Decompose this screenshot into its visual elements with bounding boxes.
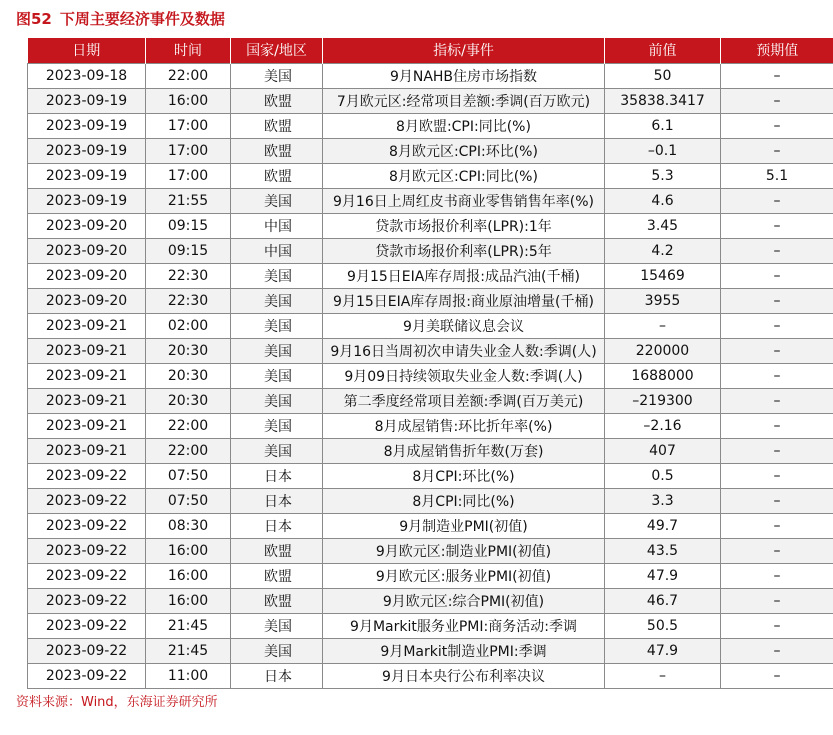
cell-indicator: 8月欧元区:CPI:环比(%) xyxy=(323,138,605,163)
cell-country: 欧盟 xyxy=(231,564,323,589)
cell-indicator: 9月15日EIA库存周报:商业原油增量(千桶) xyxy=(323,288,605,313)
cell-time: 17:00 xyxy=(146,113,231,138)
cell-time: 21:45 xyxy=(146,639,231,664)
cell-indicator: 8月成屋销售:环比折年率(%) xyxy=(323,413,605,438)
cell-country: 中国 xyxy=(231,213,323,238)
cell-expected: – xyxy=(721,564,833,589)
table-row xyxy=(28,163,833,188)
cell-previous: 15469 xyxy=(605,263,721,288)
cell-indicator: 9月美联储议息会议 xyxy=(323,313,605,338)
cell-time: 16:00 xyxy=(146,589,231,614)
cell-indicator: 9月16日当周初次申请失业金人数:季调(人) xyxy=(323,338,605,363)
table-row xyxy=(28,464,833,489)
cell-time: 22:30 xyxy=(146,263,231,288)
cell-indicator: 9月Markit服务业PMI:商务活动:季调 xyxy=(323,614,605,639)
cell-country: 日本 xyxy=(231,664,323,689)
table-row xyxy=(28,489,833,514)
cell-indicator: 9月欧元区:制造业PMI(初值) xyxy=(323,539,605,564)
cell-time: 16:00 xyxy=(146,564,231,589)
cell-country: 美国 xyxy=(231,438,323,463)
cell-date: 2023-09-19 xyxy=(28,163,146,188)
cell-indicator: 9月制造业PMI(初值) xyxy=(323,514,605,539)
cell-indicator: 贷款市场报价利率(LPR):5年 xyxy=(323,238,605,263)
cell-expected: – xyxy=(721,388,833,413)
table-body xyxy=(28,63,833,689)
cell-country: 欧盟 xyxy=(231,163,323,188)
cell-previous: 4.6 xyxy=(605,188,721,213)
cell-expected: – xyxy=(721,238,833,263)
cell-country: 日本 xyxy=(231,489,323,514)
cell-time: 02:00 xyxy=(146,313,231,338)
cell-previous: 50.5 xyxy=(605,614,721,639)
header-indicator: 指标/事件 xyxy=(323,38,605,63)
cell-previous: 47.9 xyxy=(605,564,721,589)
cell-expected: – xyxy=(721,363,833,388)
cell-expected: – xyxy=(721,413,833,438)
cell-date: 2023-09-21 xyxy=(28,413,146,438)
header-time: 时间 xyxy=(146,38,231,63)
cell-previous: 50 xyxy=(605,63,721,88)
table-row xyxy=(28,288,833,313)
cell-indicator: 7月欧元区:经常项目差额:季调(百万欧元) xyxy=(323,88,605,113)
cell-previous: 47.9 xyxy=(605,639,721,664)
cell-time: 07:50 xyxy=(146,464,231,489)
cell-indicator: 8月欧盟:CPI:同比(%) xyxy=(323,113,605,138)
cell-expected: – xyxy=(721,213,833,238)
cell-country: 日本 xyxy=(231,514,323,539)
cell-expected: – xyxy=(721,614,833,639)
cell-indicator: 第二季度经常项目差额:季调(百万美元) xyxy=(323,388,605,413)
cell-time: 22:00 xyxy=(146,438,231,463)
table-row xyxy=(28,639,833,664)
table-row xyxy=(28,664,833,689)
figure-number: 图52 xyxy=(16,10,52,28)
cell-time: 11:00 xyxy=(146,664,231,689)
cell-time: 09:15 xyxy=(146,213,231,238)
table-row xyxy=(28,238,833,263)
cell-expected: – xyxy=(721,489,833,514)
cell-previous: 5.3 xyxy=(605,163,721,188)
cell-date: 2023-09-22 xyxy=(28,664,146,689)
cell-expected: – xyxy=(721,539,833,564)
cell-time: 22:30 xyxy=(146,288,231,313)
cell-country: 美国 xyxy=(231,313,323,338)
cell-date: 2023-09-22 xyxy=(28,514,146,539)
source-note: 资料来源：Wind，东海证券研究所 xyxy=(16,695,218,710)
cell-expected: – xyxy=(721,138,833,163)
cell-expected: – xyxy=(721,438,833,463)
cell-expected: – xyxy=(721,664,833,689)
figure-caption: 下周主要经济事件及数据 xyxy=(59,10,225,28)
cell-expected: – xyxy=(721,313,833,338)
cell-previous: 46.7 xyxy=(605,589,721,614)
cell-country: 欧盟 xyxy=(231,589,323,614)
cell-date: 2023-09-19 xyxy=(28,88,146,113)
cell-country: 美国 xyxy=(231,388,323,413)
cell-indicator: 8月成屋销售折年数(万套) xyxy=(323,438,605,463)
table-row xyxy=(28,188,833,213)
cell-date: 2023-09-19 xyxy=(28,188,146,213)
cell-time: 20:30 xyxy=(146,363,231,388)
cell-previous: 49.7 xyxy=(605,514,721,539)
cell-date: 2023-09-22 xyxy=(28,614,146,639)
cell-date: 2023-09-22 xyxy=(28,489,146,514)
cell-previous: 0.5 xyxy=(605,464,721,489)
cell-indicator: 9月欧元区:综合PMI(初值) xyxy=(323,589,605,614)
cell-country: 美国 xyxy=(231,413,323,438)
cell-date: 2023-09-22 xyxy=(28,564,146,589)
cell-indicator: 贷款市场报价利率(LPR):1年 xyxy=(323,213,605,238)
cell-expected: – xyxy=(721,263,833,288)
cell-date: 2023-09-21 xyxy=(28,388,146,413)
cell-time: 16:00 xyxy=(146,88,231,113)
cell-previous: –0.1 xyxy=(605,138,721,163)
cell-indicator: 8月欧元区:CPI:同比(%) xyxy=(323,163,605,188)
cell-date: 2023-09-22 xyxy=(28,464,146,489)
cell-country: 美国 xyxy=(231,639,323,664)
events-table xyxy=(27,38,833,689)
cell-date: 2023-09-21 xyxy=(28,338,146,363)
cell-previous: 1688000 xyxy=(605,363,721,388)
table-row xyxy=(28,63,833,88)
cell-expected: – xyxy=(721,639,833,664)
cell-time: 20:30 xyxy=(146,338,231,363)
cell-expected: – xyxy=(721,188,833,213)
header-previous: 前值 xyxy=(605,38,721,63)
cell-previous: 3955 xyxy=(605,288,721,313)
cell-time: 17:00 xyxy=(146,163,231,188)
cell-previous: – xyxy=(605,313,721,338)
cell-country: 欧盟 xyxy=(231,88,323,113)
cell-previous: 3.3 xyxy=(605,489,721,514)
cell-country: 日本 xyxy=(231,464,323,489)
cell-indicator: 9月NAHB住房市场指数 xyxy=(323,63,605,88)
table-row xyxy=(28,614,833,639)
cell-date: 2023-09-22 xyxy=(28,539,146,564)
table-row xyxy=(28,113,833,138)
cell-date: 2023-09-22 xyxy=(28,639,146,664)
cell-indicator: 9月欧元区:服务业PMI(初值) xyxy=(323,564,605,589)
table-row xyxy=(28,438,833,463)
cell-indicator: 9月日本央行公布利率决议 xyxy=(323,664,605,689)
cell-country: 美国 xyxy=(231,188,323,213)
cell-time: 22:00 xyxy=(146,413,231,438)
header-expected: 预期值 xyxy=(721,38,833,63)
cell-previous: 4.2 xyxy=(605,238,721,263)
header-date: 日期 xyxy=(28,38,146,63)
table-row xyxy=(28,539,833,564)
table-row xyxy=(28,388,833,413)
cell-previous: 220000 xyxy=(605,338,721,363)
cell-indicator: 9月Markit制造业PMI:季调 xyxy=(323,639,605,664)
cell-country: 欧盟 xyxy=(231,113,323,138)
cell-date: 2023-09-20 xyxy=(28,263,146,288)
cell-expected: – xyxy=(721,464,833,489)
cell-expected: – xyxy=(721,63,833,88)
cell-country: 美国 xyxy=(231,63,323,88)
cell-date: 2023-09-19 xyxy=(28,138,146,163)
cell-country: 欧盟 xyxy=(231,138,323,163)
cell-country: 欧盟 xyxy=(231,539,323,564)
cell-country: 美国 xyxy=(231,363,323,388)
figure-title xyxy=(16,9,225,29)
cell-previous: – xyxy=(605,664,721,689)
table-row xyxy=(28,313,833,338)
cell-time: 08:30 xyxy=(146,514,231,539)
cell-previous: –219300 xyxy=(605,388,721,413)
cell-time: 21:45 xyxy=(146,614,231,639)
cell-time: 16:00 xyxy=(146,539,231,564)
cell-date: 2023-09-22 xyxy=(28,589,146,614)
cell-indicator: 8月CPI:同比(%) xyxy=(323,489,605,514)
table-row xyxy=(28,263,833,288)
cell-expected: – xyxy=(721,88,833,113)
table-row xyxy=(28,514,833,539)
cell-previous: 6.1 xyxy=(605,113,721,138)
cell-time: 17:00 xyxy=(146,138,231,163)
cell-expected: 5.1 xyxy=(721,163,833,188)
cell-expected: – xyxy=(721,589,833,614)
cell-previous: 43.5 xyxy=(605,539,721,564)
cell-previous: 35838.3417 xyxy=(605,88,721,113)
cell-date: 2023-09-20 xyxy=(28,238,146,263)
cell-indicator: 9月15日EIA库存周报:成品汽油(千桶) xyxy=(323,263,605,288)
cell-date: 2023-09-20 xyxy=(28,213,146,238)
table-row xyxy=(28,564,833,589)
cell-previous: –2.16 xyxy=(605,413,721,438)
cell-time: 07:50 xyxy=(146,489,231,514)
table-row xyxy=(28,88,833,113)
cell-time: 20:30 xyxy=(146,388,231,413)
cell-time: 09:15 xyxy=(146,238,231,263)
cell-previous: 407 xyxy=(605,438,721,463)
cell-country: 美国 xyxy=(231,288,323,313)
header-country: 国家/地区 xyxy=(231,38,323,63)
table-row xyxy=(28,213,833,238)
cell-previous: 3.45 xyxy=(605,213,721,238)
cell-expected: – xyxy=(721,113,833,138)
cell-date: 2023-09-21 xyxy=(28,363,146,388)
cell-indicator: 9月16日上周红皮书商业零售销售年率(%) xyxy=(323,188,605,213)
cell-country: 美国 xyxy=(231,614,323,639)
cell-date: 2023-09-21 xyxy=(28,438,146,463)
cell-date: 2023-09-20 xyxy=(28,288,146,313)
table-row xyxy=(28,589,833,614)
cell-country: 中国 xyxy=(231,238,323,263)
cell-expected: – xyxy=(721,338,833,363)
cell-expected: – xyxy=(721,514,833,539)
cell-date: 2023-09-19 xyxy=(28,113,146,138)
table-row xyxy=(28,138,833,163)
cell-country: 美国 xyxy=(231,263,323,288)
cell-date: 2023-09-18 xyxy=(28,63,146,88)
cell-expected: – xyxy=(721,288,833,313)
table-row xyxy=(28,413,833,438)
cell-time: 21:55 xyxy=(146,188,231,213)
cell-date: 2023-09-21 xyxy=(28,313,146,338)
cell-indicator: 8月CPI:环比(%) xyxy=(323,464,605,489)
table-row xyxy=(28,338,833,363)
table-row xyxy=(28,363,833,388)
table-header-row xyxy=(28,38,833,63)
cell-country: 美国 xyxy=(231,338,323,363)
cell-indicator: 9月09日持续领取失业金人数:季调(人) xyxy=(323,363,605,388)
cell-time: 22:00 xyxy=(146,63,231,88)
